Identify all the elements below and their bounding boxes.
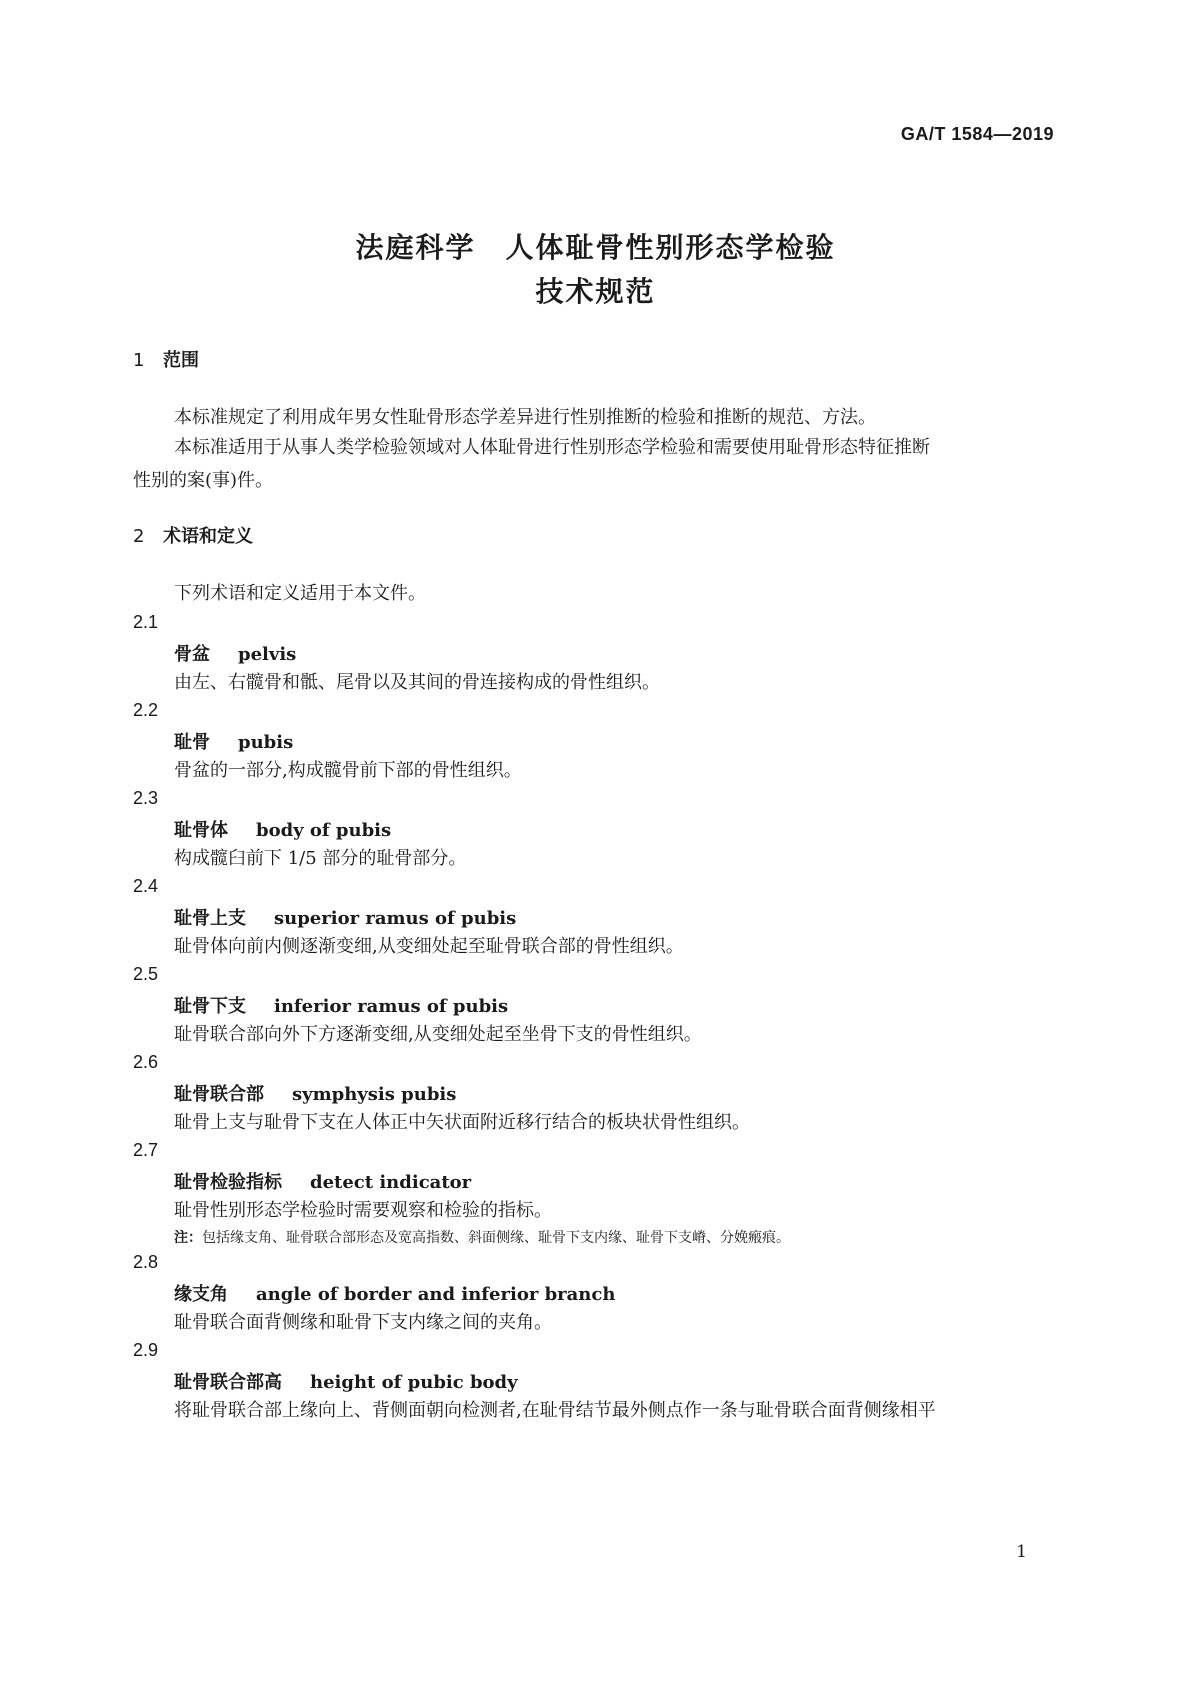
term-zh: 耻骨检验指标: [174, 1172, 282, 1193]
term-heading: [174, 1280, 615, 1306]
term-zh: 缘支角: [174, 1284, 228, 1305]
note-text: 包括缘支角、耻骨联合部形态及宽高指数、斜面侧缘、耻骨下支内缘、耻骨下支嵴、分娩瘢痕。: [202, 1230, 790, 1246]
term-en: body of pubis: [256, 820, 392, 841]
term-definition: 耻骨上支与耻骨下支在人体正中矢状面附近移行结合的板块状骨性组织。: [174, 1112, 750, 1133]
section-1-heading: [133, 346, 199, 372]
term-number: 2.3: [133, 788, 159, 808]
term-number: 2.7: [133, 1140, 159, 1160]
term-zh: 耻骨下支: [174, 996, 246, 1017]
term-definition: 构成髋臼前下 1/5 部分的耻骨部分。: [174, 848, 467, 869]
term-definition: 耻骨体向前内侧逐渐变细,从变细处起至耻骨联合部的骨性组织。: [174, 936, 684, 957]
term-en: height of pubic body: [310, 1372, 518, 1393]
term-en: superior ramus of pubis: [274, 908, 517, 929]
section-title: 术语和定义: [163, 526, 253, 547]
document-title-line2: 技术规范: [535, 275, 656, 308]
term-heading: [174, 1368, 518, 1394]
term-zh: 耻骨体: [174, 820, 228, 841]
term-definition: 耻骨性别形态学检验时需要观察和检验的指标。: [174, 1200, 552, 1221]
term-definition: 由左、右髋骨和骶、尾骨以及其间的骨连接构成的骨性组织。: [174, 672, 660, 693]
term-zh: 耻骨上支: [174, 908, 246, 929]
term-heading: [174, 728, 293, 754]
term-heading: [174, 640, 296, 666]
term-heading: [174, 904, 516, 930]
section-title: 范围: [163, 350, 199, 371]
term-heading: [174, 992, 508, 1018]
scope-paragraph-2-cont: 性别的案(事)件。: [133, 470, 274, 491]
term-en: inferior ramus of pubis: [274, 996, 509, 1017]
document-title-line1: 法庭科学 人体耻骨性别形态学检验: [355, 231, 836, 264]
term-number: 2.5: [133, 964, 159, 984]
term-en: angle of border and inferior branch: [256, 1284, 616, 1305]
term-number: 2.6: [133, 1052, 159, 1072]
term-heading: [174, 1168, 471, 1194]
term-en: detect indicator: [310, 1172, 472, 1193]
term-heading: [174, 816, 391, 842]
terms-intro: 下列术语和定义适用于本文件。: [174, 583, 426, 604]
term-zh: 耻骨: [174, 732, 210, 753]
term-number: 2.2: [133, 700, 159, 720]
term-number: 2.4: [133, 876, 159, 896]
term-en: pubis: [238, 732, 294, 753]
note-label: 注：: [174, 1230, 202, 1246]
scope-paragraph-1: 本标准规定了利用成年男女性耻骨形态学差异进行性别推断的检验和推断的规范、方法。: [174, 407, 876, 428]
term-number: 2.1: [133, 612, 159, 632]
page-number: 1: [1016, 1542, 1027, 1562]
term-zh: 耻骨联合部: [174, 1084, 264, 1105]
term-number: 2.8: [133, 1252, 159, 1272]
term-heading: [174, 1080, 456, 1106]
term-definition: 耻骨联合面背侧缘和耻骨下支内缘之间的夹角。: [174, 1312, 552, 1333]
term-en: symphysis pubis: [292, 1084, 457, 1105]
term-definition: 将耻骨联合部上缘向上、背侧面朝向检测者,在耻骨结节最外侧点作一条与耻骨联合面背侧缘相平: [174, 1400, 936, 1421]
standard-code: GA/T 1584—2019: [900, 124, 1054, 144]
term-note: [174, 1227, 790, 1247]
term-zh: 骨盆: [174, 644, 210, 665]
term-definition: 骨盆的一部分,构成髋骨前下部的骨性组织。: [174, 760, 522, 781]
term-zh: 耻骨联合部高: [174, 1372, 282, 1393]
section-2-heading: [133, 522, 253, 548]
term-number: 2.9: [133, 1340, 159, 1360]
section-number: 1: [133, 350, 145, 371]
section-number: 2: [133, 526, 145, 547]
term-definition: 耻骨联合部向外下方逐渐变细,从变细处起至坐骨下支的骨性组织。: [174, 1024, 702, 1045]
term-en: pelvis: [238, 644, 297, 665]
scope-paragraph-2: 本标准适用于从事人类学检验领域对人体耻骨进行性别形态学检验和需要使用耻骨形态特征推断: [174, 437, 930, 458]
